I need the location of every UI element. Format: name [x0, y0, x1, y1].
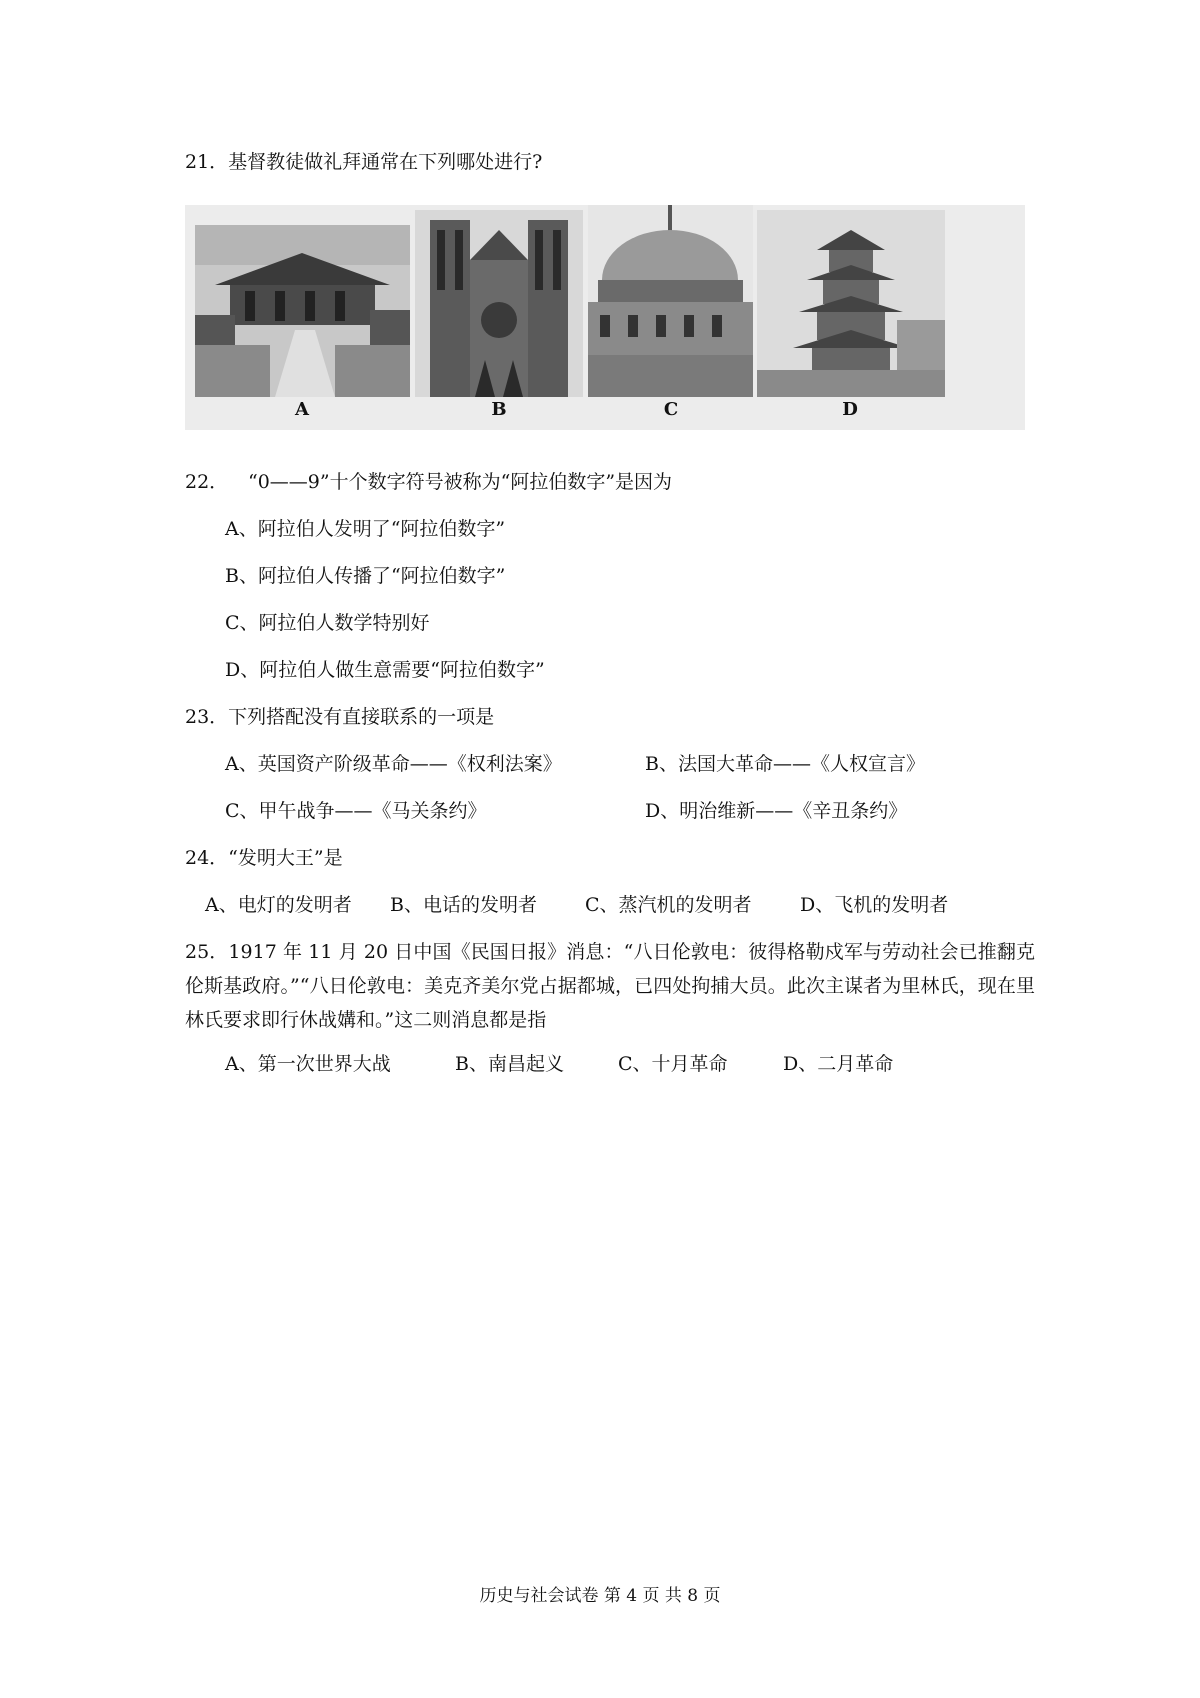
q24-option-b: B、电话的发明者: [390, 894, 537, 916]
q24-option-a: A、电灯的发明者: [205, 894, 352, 916]
q25-option-d: D、二月革命: [783, 1053, 894, 1075]
photo-a-chinese-temple: [195, 225, 410, 397]
photo-b-label: B: [491, 399, 507, 420]
q25-stem: 25．1917 年 11 月 20 日中国《民国日报》消息：“八日伦敦电：彼得格勒戍军与劳动社会已推翻克伦斯基政府。”“八日伦敦电：美克齐美尔党占据都城，已四处拘捕大员。此次主谋者为里林氏，现在里林氏要求即行休战媾和。”这二则消息都是指: [185, 941, 1035, 1031]
photo-d-chinese-tower: [757, 210, 945, 397]
q22-option-c: C、阿拉伯人数学特别好: [225, 612, 430, 634]
q25-option-b: B、南昌起义: [455, 1053, 564, 1075]
q22-stem: “0——9”十个数字符号被称为“阿拉伯数字”是因为: [248, 471, 673, 493]
q22-option-d: D、阿拉伯人做生意需要“阿拉伯数字”: [225, 659, 545, 681]
q24-option-d: D、飞机的发明者: [800, 894, 949, 916]
q21-figure: [185, 205, 1025, 430]
q21-stem: 21．基督教徒做礼拜通常在下列哪处进行?: [185, 151, 543, 173]
q23-option-a: A、英国资产阶级革命——《权利法案》: [225, 753, 562, 775]
photo-d-label: D: [842, 399, 858, 420]
photo-c-mosque-dome: [588, 205, 753, 397]
q22-option-b: B、阿拉伯人传播了“阿拉伯数字”: [225, 565, 506, 587]
q23-option-c: C、甲午战争——《马关条约》: [225, 800, 487, 822]
page-footer: 历史与社会试卷 第 4 页 共 8 页: [479, 1586, 721, 1606]
q24-stem: 24．“发明大王”是: [185, 847, 343, 869]
q23-stem: 23．下列搭配没有直接联系的一项是: [185, 706, 495, 728]
q25-option-c: C、十月革命: [618, 1053, 728, 1075]
q23-option-d: D、明治维新——《辛丑条约》: [645, 800, 908, 822]
q24-option-c: C、蒸汽机的发明者: [585, 894, 752, 916]
photo-c-label: C: [663, 399, 679, 420]
photo-a-label: A: [295, 399, 309, 420]
q25-option-a: A、第一次世界大战: [225, 1053, 391, 1075]
q23-option-b: B、法国大革命——《人权宣言》: [645, 753, 925, 775]
q22-number: 22．: [185, 471, 229, 493]
q22-option-a: A、阿拉伯人发明了“阿拉伯数字”: [225, 518, 506, 540]
photo-b-gothic-cathedral: [415, 210, 583, 397]
